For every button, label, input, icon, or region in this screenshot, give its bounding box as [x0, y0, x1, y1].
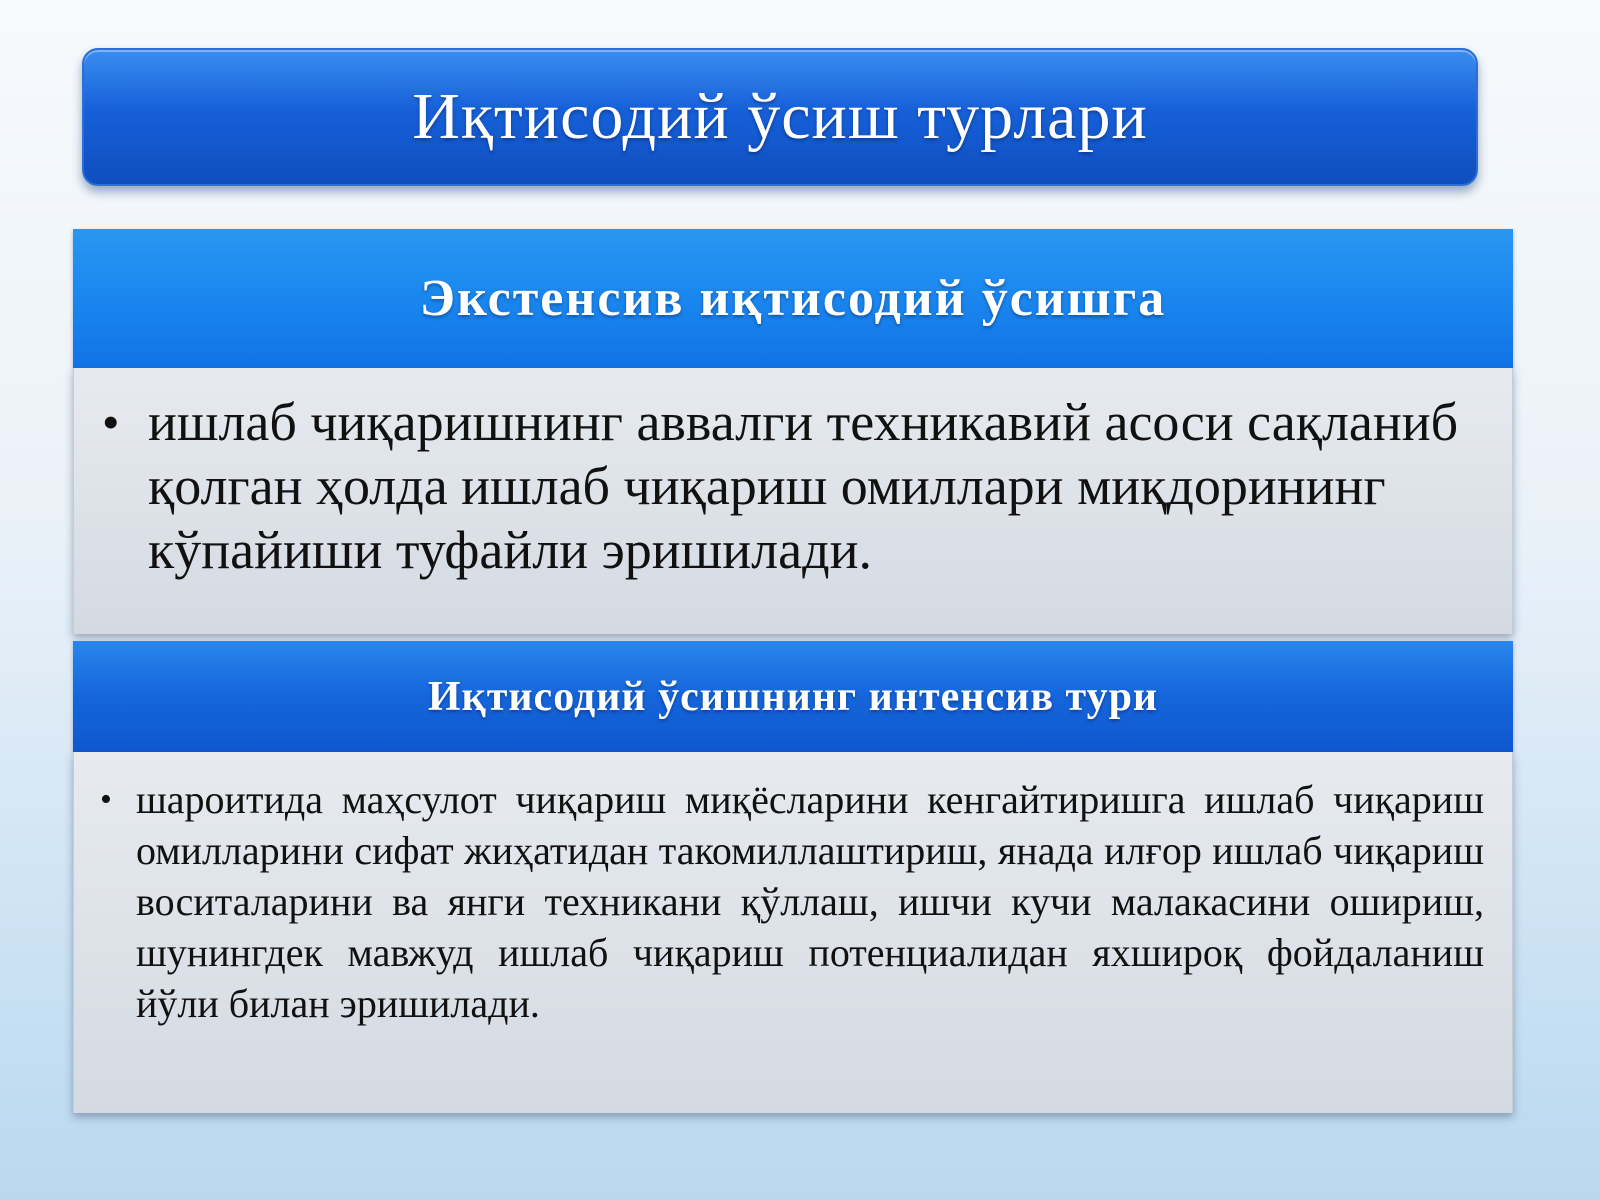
extensive-growth-description: ишлаб чиқаришнинг аввалги техникавий асоси сақланиб қолган ҳолда ишлаб чиқариш омиллари миқдорининг кўпайиши туфайли эришилади. [148, 392, 1459, 580]
intensive-growth-header [73, 641, 1513, 752]
bullet-icon: • [102, 394, 120, 450]
intensive-growth-description: шароитида маҳсулот чиқариш миқёсларини кенгайтиришга ишлаб чиқариш омилларини сифат жиҳатидан такомиллаштириш, янада илғор ишлаб чиқариш воситаларини ва янги техникани қўллаш, ишчи кучи малакасини ошириш, шунингдек мавжуд ишлаб чиқариш потенциалидан яхшироқ фойдаланиш йўли билан эришилади. [136, 777, 1484, 1026]
slide-title: Иқтисодий ўсиш турлари [412, 80, 1148, 153]
intensive-growth-content [73, 752, 1513, 1113]
slide-title-bar [82, 48, 1478, 186]
bullet-item [100, 774, 1484, 1029]
bullet-icon: • [100, 781, 112, 818]
bullet-item [102, 390, 1472, 582]
extensive-growth-header [73, 229, 1513, 368]
extensive-growth-content [73, 368, 1513, 634]
intensive-growth-heading: Иқтисодий ўсишнинг интенсив тури [427, 673, 1159, 720]
extensive-growth-heading: Экстенсив иқтисодий ўсишга [419, 270, 1167, 327]
